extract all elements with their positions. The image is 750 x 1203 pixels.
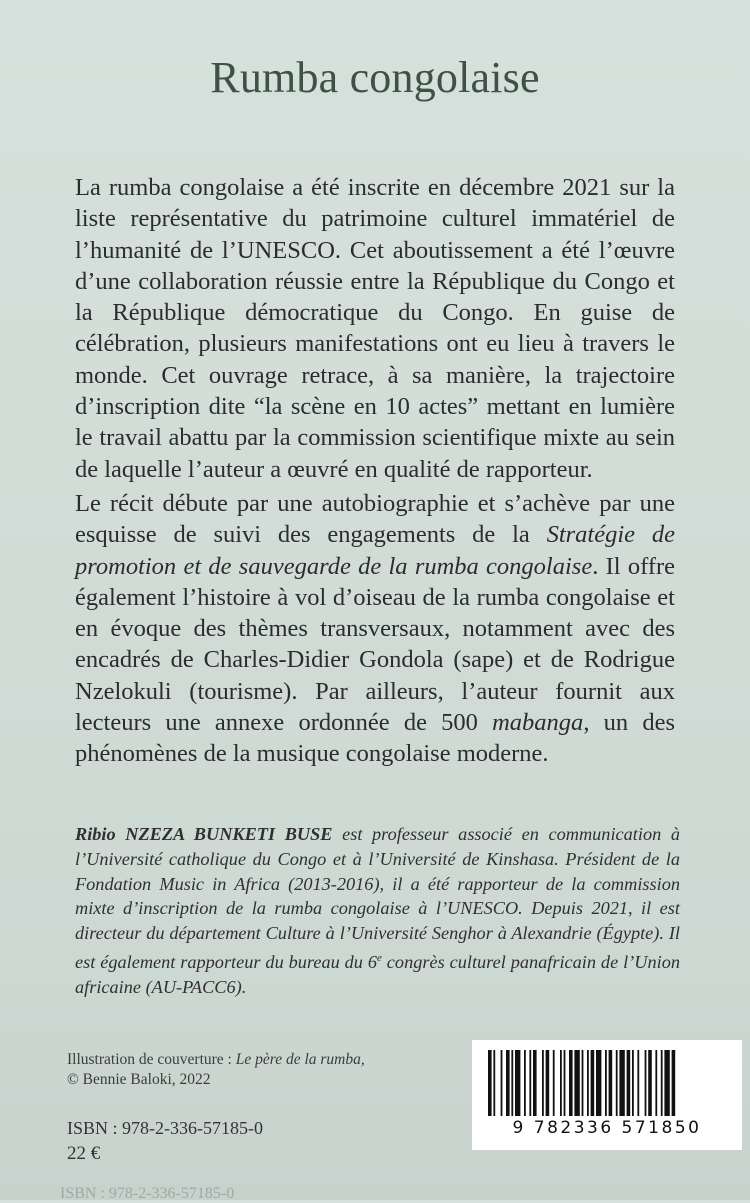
summary-paragraph-2 [75,488,675,770]
barcode-bar [672,1050,676,1116]
barcode-bar [591,1050,595,1116]
barcode-bar [501,1050,503,1116]
author-bio-text: est professeur associé en communication à l’Université catholique du Congo et à l’Université de Kinshasa. Président de la Fondation Music in Africa (2013-2016), il a été rapporteur de la commission mixte d’inscription de la rumba congolaise à l’UNESCO. Depuis 2021, il est directeur du département Culture à l’Université Senghor à Alexandrie (Égypte). Il est également rapporteur du bureau du 6 [75,824,680,973]
author-name: Ribio NZEZA BUNKETI BUSE [75,824,333,844]
barcode-bar [553,1050,555,1116]
cover-copyright: © Bennie Baloki, 2022 [67,1071,211,1088]
barcode-bar [632,1050,634,1116]
barcode-bar [574,1050,579,1116]
cover-credit-label: Illustration de couverture : [67,1051,236,1068]
barcode-bar [533,1050,537,1116]
barcode-bar [488,1050,492,1116]
barcode-bar [616,1050,618,1116]
price-text: 22 € [67,1143,101,1164]
barcode-bar [587,1050,589,1116]
barcode-bar [560,1050,562,1116]
barcode-bar [661,1050,663,1116]
barcode-bar [529,1050,531,1116]
paragraph-2-text-c: , un des phénomènes de la musique congolaise moderne. [75,709,675,768]
cover-artwork-title: Le père de la rumba, [235,1051,365,1068]
barcode-bar [564,1050,566,1116]
barcode-bars [484,1050,730,1120]
book-title: Rumba congolaise [210,53,540,102]
author-bio-text-end: congrès culturel panafricain de l’Union africaine (AU-PACC6). [75,952,680,997]
barcode-bar [655,1050,657,1116]
author-bio [75,822,680,1000]
strategy-title-italic: Stratégie de promotion et de sauvegarde de la rumba congolaise [75,521,675,580]
barcode-bar [605,1050,607,1116]
ordinal-superscript: e [377,951,382,964]
barcode-bar [582,1050,584,1116]
barcode-bar [596,1050,601,1116]
barcode-bar [609,1050,613,1116]
barcode-digits: 9 782336 571850 [512,1118,702,1138]
barcode-bar [627,1050,631,1116]
barcode-bar [569,1050,573,1116]
barcode [472,1040,742,1150]
cover-credit [67,1050,397,1090]
barcode-bar [664,1050,669,1116]
cut-off-isbn-strip: ISBN : 978-2-336-57185-0 [60,1185,235,1202]
barcode-bar [524,1050,526,1116]
barcode-bar [645,1050,647,1116]
paragraph-2-text-a: Le récit débute par une autobiographie et s’achève par une esquisse de suivi des engagements de la [75,490,675,549]
barcode-bar [511,1050,513,1116]
barcode-bar [546,1050,550,1116]
isbn-text: ISBN : 978-2-336-57185-0 [67,1118,263,1138]
barcode-bar [493,1050,495,1116]
mabanga-italic: mabanga [492,709,584,737]
barcode-bar [515,1050,520,1116]
barcode-bar [648,1050,652,1116]
barcode-bar [506,1050,510,1116]
paragraph-2-text-b: . Il offre également l’histoire à vol d’oiseau de la rumba congolaise et en évoque des thèmes transversaux, notamment avec des encadrés de Charles-Didier Gondola (sape) et de Rodrigue Nzelokuli (tourisme). Par ailleurs, l’auteur fournit aux lecteurs une annexe ordonnée de 500 [75,552,676,737]
barcode-bar [637,1050,639,1116]
barcode-bar [542,1050,544,1116]
summary-paragraph-1: La rumba congolaise a été inscrite en décembre 2021 sur la liste représentative du patrimoine culturel immatériel de l’humanité de l’UNESCO. Cet aboutissement a été l’œuvre d’une collaboration réussie entre la République du Congo et la République démocratique du Congo. En guise de célébration, plusieurs manifestations ont eu lieu à travers le monde. Cet ouvrage retrace, à sa manière, la trajectoire d’inscription dite “la scène en 10 actes” mettant en lumière le travail abattu par la commission scientifique mixte au sein de laquelle l’auteur a œuvré en qualité de rapporteur. [75,174,675,483]
barcode-bar [619,1050,624,1116]
